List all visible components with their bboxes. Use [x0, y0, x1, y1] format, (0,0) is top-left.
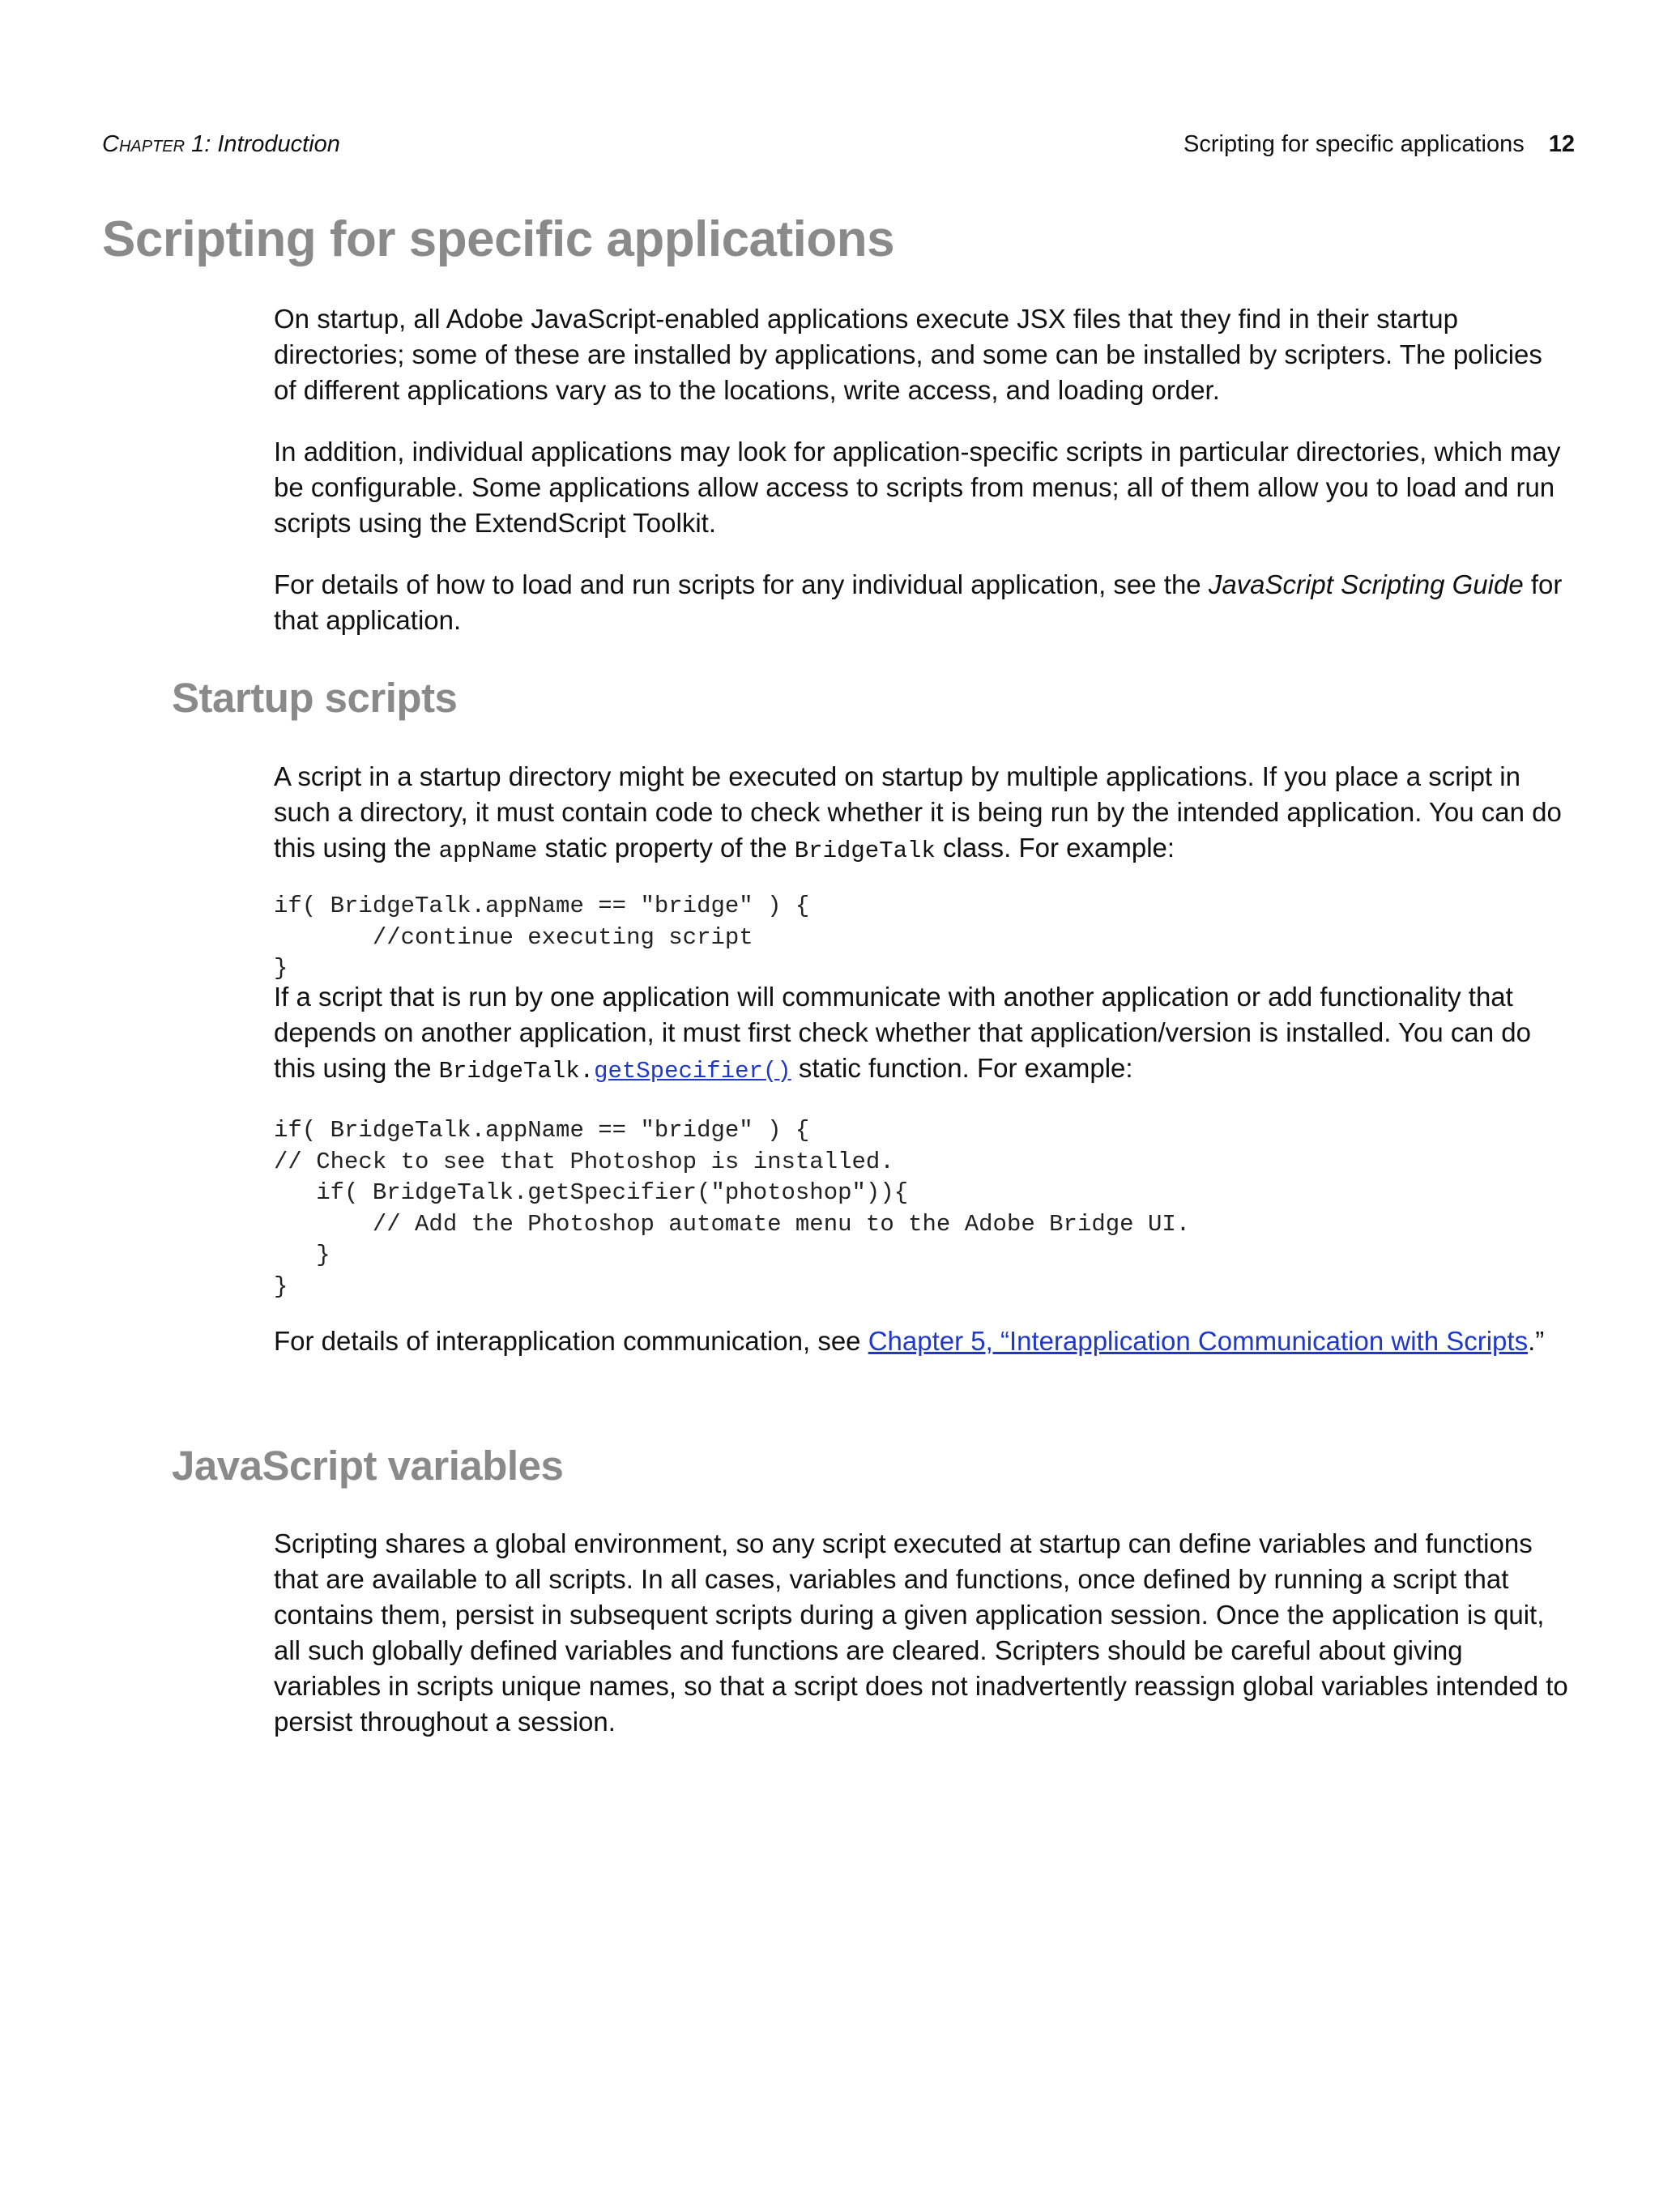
startup-p3-text-b: .” — [1528, 1326, 1545, 1356]
getspecifier-link[interactable]: getSpecifier() — [594, 1058, 791, 1085]
code-line: // Check to see that Photoshop is installed. — [274, 1148, 894, 1175]
startup-paragraph-1 — [274, 759, 1570, 869]
intro-paragraph-1: On startup, all Adobe JavaScript-enabled applications execute JSX files that they find in their startup directories; some of these are installed by applications, and some can be installed by scripters. The policies of different applications vary as to the locations, write access, and loading order. — [274, 304, 1542, 405]
guide-title: JavaScript Scripting Guide — [1208, 569, 1524, 599]
running-section-label — [1183, 128, 1575, 160]
code-bridgetalk-prefix: BridgeTalk. — [438, 1058, 595, 1085]
startup-p1-text-b: static property of the — [537, 833, 795, 863]
intro-paragraph-2: In addition, individual applications may look for application-specific scripts in particular directories, which may be configurable. Some applications allow access to scripts from menus; all of them allow you to load and run scripts using the ExtendScript Toolkit. — [274, 437, 1561, 538]
code-line: if( BridgeTalk.appName == "bridge" ) { — [274, 1117, 810, 1144]
code-line: // Add the Photoshop automate menu to the Adobe Bridge UI. — [274, 1210, 1191, 1238]
code-line: } — [274, 955, 288, 982]
startup-p3-text-a: For details of interapplication communication, see — [274, 1326, 868, 1356]
code-bridgetalk: BridgeTalk — [794, 837, 936, 864]
code-appname: appName — [438, 837, 538, 864]
code-line: } — [274, 1242, 331, 1268]
section-heading-startup-scripts: Startup scripts — [172, 675, 458, 721]
startup-p1-text-c: class. For example: — [935, 833, 1175, 863]
variables-paragraph: Scripting shares a global environment, so any script executed at startup can define variables and functions that are available to all scripts. In all cases, variables and functions, once defined by running a script that contains them, persist in subsequent scripts during a given application session. Once the application is quit, all such globally defined variables and functions are cleared. Scripters should be careful about giving variables in scripts unique names, so that a script does not inadvertently reassign global variables intended to persist throughout a session. — [274, 1528, 1568, 1737]
intro-paragraph-3 — [274, 567, 1570, 638]
running-header — [102, 128, 1575, 160]
code-block-getspecifier — [274, 1115, 1190, 1302]
running-section-title: Scripting for specific applications — [1183, 131, 1525, 157]
chapter-5-link[interactable]: Chapter 5, “Interapplication Communication with Scripts — [868, 1326, 1529, 1356]
startup-paragraph-2 — [274, 979, 1570, 1089]
startup-p2-text-b: static function. For example: — [791, 1053, 1133, 1083]
chapter-prefix: Chapter — [102, 131, 186, 157]
code-block-appname-check — [274, 891, 809, 985]
code-line: if( BridgeTalk.getSpecifier("photoshop")){ — [274, 1179, 909, 1206]
chapter-label — [102, 128, 340, 160]
variables-section — [274, 1526, 1570, 1740]
intro-p3-text: For details of how to load and run scripts for any individual application, see the — [274, 569, 1209, 599]
code-line: //continue executing script — [274, 923, 753, 951]
code-line: if( BridgeTalk.appName == "bridge" ) { — [274, 893, 810, 919]
startup-p1-text-a: A script in a startup directory might be executed on startup by multiple applications. If you place a script in such a directory, it must contain code to check whether it is being run by the intended application. You can do this using the — [274, 761, 1562, 863]
page-title: Scripting for specific applications — [102, 211, 895, 267]
code-line: } — [274, 1272, 288, 1300]
intro-p3-tail: for that application. — [274, 569, 1563, 635]
page-number: 12 — [1548, 131, 1575, 157]
chapter-suffix: 1: Introduction — [185, 131, 340, 157]
startup-paragraph-3 — [274, 1323, 1570, 1359]
startup-p2-text-a: If a script that is run by one application will communicate with another application or add functionality that depends on another application, it must first check whether that application/version is installed. You can do this using the — [274, 982, 1531, 1083]
section-heading-javascript-variables: JavaScript variables — [172, 1443, 564, 1489]
intro-section — [274, 301, 1570, 638]
